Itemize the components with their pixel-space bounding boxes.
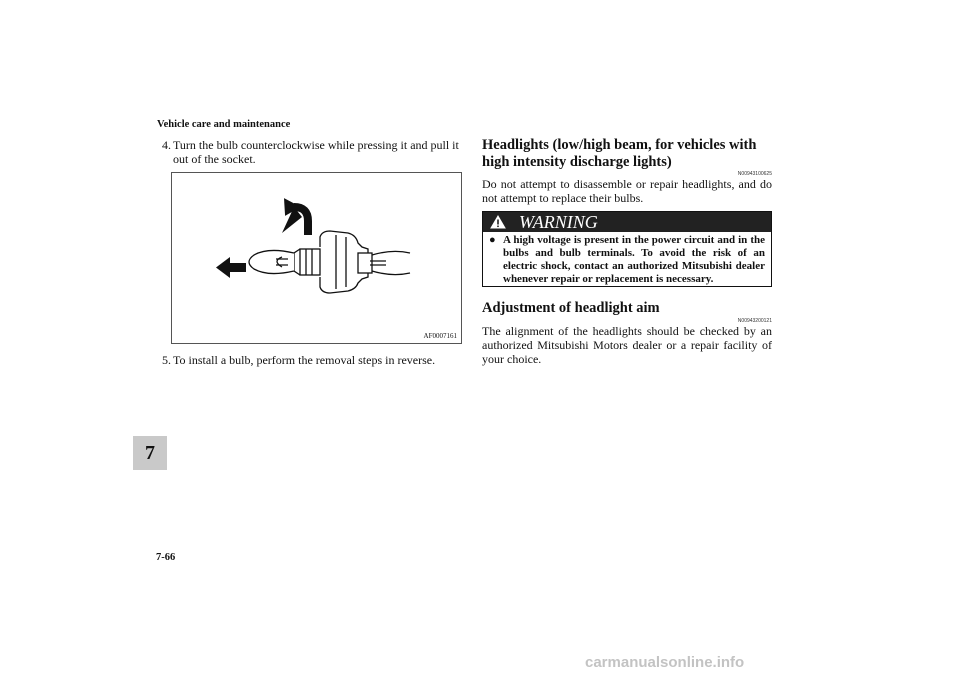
figure-code: AF0007161 (423, 332, 457, 340)
warning-header (483, 212, 771, 232)
step-5 (162, 353, 464, 369)
bulb-socket-drawing (172, 173, 461, 343)
step-text: To install a bulb, perform the removal steps in reverse. (173, 353, 436, 367)
warning-text: A high voltage is present in the power circuit and in the bulbs and bulb terminals. To avoid the risk of an electric shock, contact an authorized Mitsubishi dealer whenever repair or replacement is necessary. (503, 234, 765, 285)
step-number: 4. (162, 138, 171, 152)
section-paragraph: Do not attempt to disassemble or repair headlights, and do not attempt to replace their bulbs. (482, 177, 772, 205)
section-code: N00943200121 (737, 318, 772, 324)
warning-box (482, 211, 772, 287)
section-code: N00943100625 (737, 171, 772, 177)
step-number: 5. (162, 353, 171, 367)
section-paragraph: The alignment of the headlights should be checked by an authorized Mitsubishi Motors dealer or a repair facility of your choice. (482, 324, 772, 366)
section-header: Vehicle care and maintenance (157, 119, 291, 130)
step-text: Turn the bulb counterclockwise while pressing it and pull it out of the socket. (173, 138, 459, 166)
bulb-removal-illustration (171, 172, 462, 344)
section-heading-hid-headlights: Headlights (low/high beam, for vehicles with high intensity discharge lights) (482, 137, 757, 170)
chapter-tab: 7 (133, 436, 167, 470)
warning-title: WARNING (519, 212, 598, 232)
bullet-icon: ● (489, 234, 496, 246)
warning-triangle-icon (490, 215, 506, 229)
watermark: carmanualsonline.info (585, 654, 745, 671)
section-heading-headlight-aim: Adjustment of headlight aim (482, 300, 660, 316)
step-4 (162, 138, 464, 168)
page-number: 7-66 (156, 552, 176, 563)
